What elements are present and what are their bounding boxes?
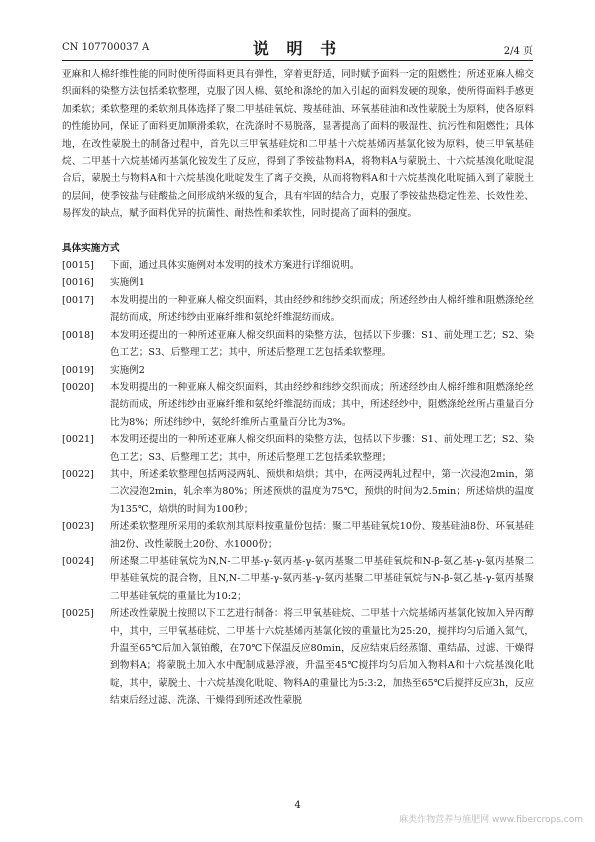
publication-number: CN 107700037 A	[62, 42, 150, 53]
paragraph-text: 本发明还提出的一种所述亚麻人棉交织面料的染整方法，包括以下步骤：S1、前处理工艺；S2、染色工艺；S3、后整理工艺；其中，所述后整理工艺包括柔软整理。	[110, 329, 534, 359]
paragraph-text: 实施例2	[110, 364, 145, 376]
paragraph-0024	[62, 553, 534, 605]
paragraph-0019	[62, 362, 534, 379]
paragraph-text: 下面，通过具体实施例对本发明的技术方案进行详细说明。	[110, 260, 360, 272]
paragraph-text: 所述聚二甲基硅氧烷为N,N-二甲基-γ-氨丙基-γ-氨丙基聚二甲基硅氧烷和N-β-氨乙基-γ-氨丙基聚二甲基硅氧烷的混合物，且N,N-二甲基-γ-氨丙基-γ-氨丙基聚二甲基硅氧烷与N-β-氨乙基-γ-氨丙基聚二甲基硅氧烷的重量比为10:2；	[110, 555, 534, 602]
paragraph-text: 本发明还提出的一种所述亚麻人棉交织面料的染整方法，包括以下步骤：S1、前处理工艺；S2、染色工艺；S3、后整理工艺；其中，所述后整理工艺包括柔软整理；	[110, 434, 534, 463]
paragraph-number: [0021]	[62, 434, 94, 446]
paragraph-0017	[62, 292, 534, 327]
page-header	[62, 36, 533, 58]
paragraph-number: [0019]	[62, 364, 94, 376]
paragraph-0018	[62, 327, 534, 362]
paragraph-text: 其中，所述柔软整理包括两浸两轧、预烘和焙烘；其中，在两浸两轧过程中，第一次浸泡2min，第二次浸泡2min，轧余率为80%；所述预烘的温度为75℃，预烘的时间为2.5min；所述焙烘的温度为135℃，焙烘的时间为100秒；	[110, 468, 534, 515]
paragraph-number: [0024]	[62, 555, 94, 567]
paragraph-number: [0015]	[62, 260, 94, 272]
paragraph-0016	[62, 274, 534, 291]
paragraph-text: 本发明提出的一种亚麻人棉交织面料，其由经纱和纬纱交织而成；所述经纱由人棉纤维和阻燃涤纶丝混纺而成，所述纬纱由亚麻纤维和氨纶纤维混纺而成；其中，所述经纱中，阻燃涤纶丝所占重量百分比为8%；所述纬纱中，氨纶纤维所占重量百分比为3%。	[110, 381, 534, 428]
paragraph-text: 所述柔软整理所采用的柔软剂其原料按重量份包括：聚二甲基硅氧烷10份、羧基硅油8份、环氧基硅油2份、改性蒙脱土20份、水1000份；	[110, 521, 534, 550]
intro-paragraph: 亚麻和人棉纤维性能的同时使所得面料更具有弹性，穿着更舒适，同时赋予面料一定的阻燃性；所述亚麻人棉交织面料的染整方法包括柔软整理，克服了因人棉、氨纶和涤纶的加入引起的面料发硬的现象，使所得面料手感更加柔软；柔软整理的柔软剂具体选择了聚二甲基硅氧烷、羧基硅油、环氧基硅油和改性蒙脱土为原料，使各原料的性能协同，保证了面料更加顺滑柔软，在洗涤时不易脱落，显著提高了面料的吸湿性、抗污性和阻燃性；具体地，在改性蒙脱土的制备过程中，首先以三甲氧基硅烷和二甲基十六烷基烯丙基氯化铵为原料，使三甲氧基硅烷、二甲基十六烷基烯丙基氯化铵发生了反应，得到了季铵盐物料A，将物料A与蒙脱土、十六烷基溴化吡啶混合后，蒙脱土与物料A和十六烷基溴化吡啶发生了离子交换，从而将物料A和十六烷基溴化吡啶插入到了蒙脱土的层间，使季铵盐与硅酸盐之间形成纳米级的复合，具有牢固的结合力，克服了季铵盐热稳定性差、长效性差、易挥发的缺点，赋予面料优异的抗菌性、耐热性和柔软性，同时提高了面料的强度。	[62, 69, 534, 220]
paragraph-number: [0023]	[62, 521, 94, 533]
section-heading: 具体实施方式	[62, 242, 120, 254]
header-divider	[62, 60, 533, 61]
page-indicator: 2/4 页	[503, 46, 533, 57]
paragraph-number: [0018]	[62, 329, 94, 341]
document-body	[62, 66, 534, 710]
site-watermark: 麻类作物营养与施肥网 www.fibercrops.com	[399, 815, 583, 825]
paragraph-0020	[62, 379, 534, 431]
paragraph-0025	[62, 605, 534, 709]
paragraph-number: [0022]	[62, 468, 94, 480]
paragraph-number: [0020]	[62, 381, 94, 393]
paragraph-0021	[62, 431, 534, 466]
paragraph-number: [0016]	[62, 277, 94, 289]
paragraph-number: [0025]	[62, 608, 94, 620]
paragraph-text: 所述改性蒙脱土按照以下工艺进行制备：将三甲氧基硅烷、二甲基十六烷基烯丙基氯化铵加入异丙醇中，其中，三甲氧基硅烷、二甲基十六烷基烯丙基氯化铵的重量比为25:20，搅拌均匀后通入氮气，升温至65℃后加入氯铂酸，在70℃下保温反应80min，反应结束后经蒸馏、重结晶、过滤、干燥得到物料A；将蒙脱土加入水中配制成悬浮液，升温至45℃搅拌均匀后加入物料A和十六烷基溴化吡啶，其中，蒙脱土、十六烷基溴化吡啶、物料A的重量比为5:3:2，加热至65℃后搅拌反应3h，反应结束后经过滤、洗涤、干燥得到所述改性蒙脱	[110, 608, 534, 707]
paragraph-0022	[62, 466, 534, 518]
paragraph-number: [0017]	[62, 294, 94, 306]
paragraph-text: 本发明提出的一种亚麻人棉交织面料，其由经纱和纬纱交织而成；所述经纱由人棉纤维和阻燃涤纶丝混纺而成，所述纬纱由亚麻纤维和氨纶纤维混纺而成。	[110, 294, 534, 324]
paragraph-0015	[62, 257, 534, 274]
paragraph-0023	[62, 518, 534, 553]
paragraph-text: 实施例1	[110, 277, 145, 289]
page-number: 4	[294, 800, 301, 811]
document-title: 说 明 书	[252, 39, 343, 58]
